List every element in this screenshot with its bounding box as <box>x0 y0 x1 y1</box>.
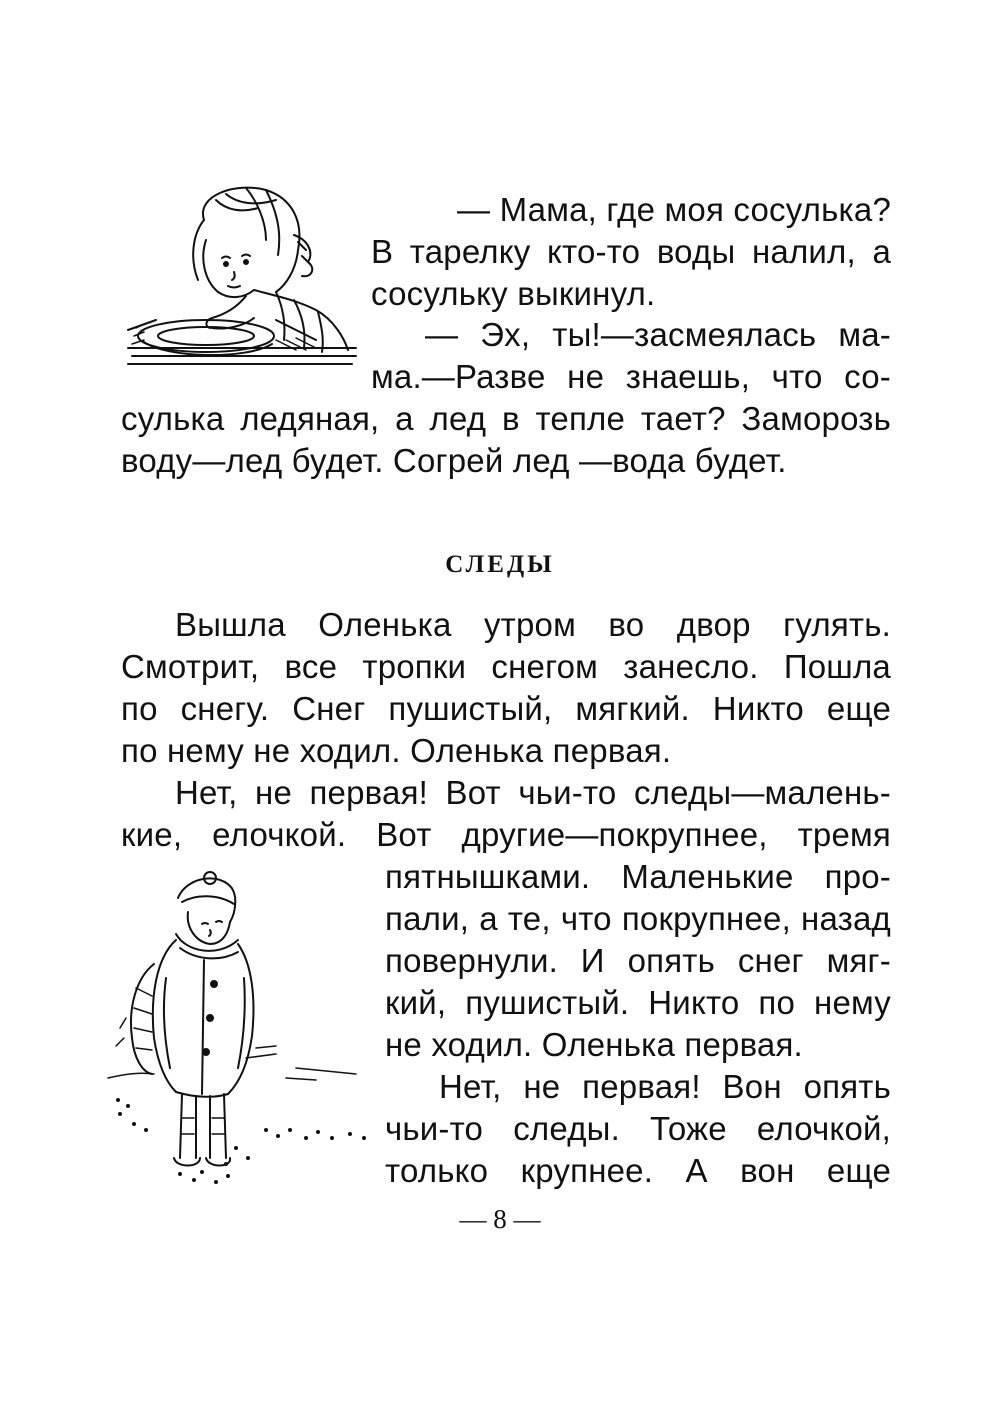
story2-line: кий, пушистый. Никто по нему <box>385 984 891 1021</box>
story2-line: Нет, не первая! Вот чьи-то следы—малень- <box>175 774 891 811</box>
story2-line: по снегу. Снег пушистый, мягкий. Никто еще <box>121 690 891 727</box>
story1-line: воду—лед будет. Согрей лед —вода будет. <box>121 442 787 479</box>
story2-line: Нет, не первая! Вон опять <box>439 1068 891 1105</box>
story1-line: сулька ледяная, а лед в тепле тает? Заморозь <box>121 400 891 437</box>
story2-line: Вышла Оленька утром во двор гулять. <box>175 606 891 643</box>
story1-line: В тарелку кто-то воды налил, а <box>371 233 891 270</box>
story2-line: пятнышками. Маленькие про- <box>385 858 891 895</box>
story1-line: — Мама, где моя сосулька? <box>457 191 891 228</box>
story1-line: — Эх, ты!—засмеялась ма- <box>425 316 891 353</box>
story2-line: повернули. И опять снег мяг- <box>385 942 891 979</box>
story2-line: кие, елочкой. Вот другие—покрупнее, тремя <box>121 816 891 853</box>
section-title: СЛЕДЫ <box>445 551 555 578</box>
story1-line: сосульку выкинул. <box>371 275 656 312</box>
story2-line: чьи-то следы. Тоже елочкой, <box>385 1110 891 1147</box>
story2-line: только крупнее. А вон еще <box>385 1152 891 1189</box>
story2-line: пали, а те, что покрупнее, назад <box>385 900 891 937</box>
girl-in-snow-illustration <box>106 868 376 1198</box>
story1-line: ма.—Разве не знаешь, что со- <box>371 358 891 395</box>
story2-line: Смотрит, все тропки снегом занесло. Пошла <box>121 648 891 685</box>
story2-line: по нему не ходил. Оленька первая. <box>121 732 672 769</box>
page-number: — 8 — <box>459 1204 541 1234</box>
girl-with-plate-illustration <box>126 180 362 380</box>
story2-line: не ходил. Оленька первая. <box>385 1026 803 1063</box>
